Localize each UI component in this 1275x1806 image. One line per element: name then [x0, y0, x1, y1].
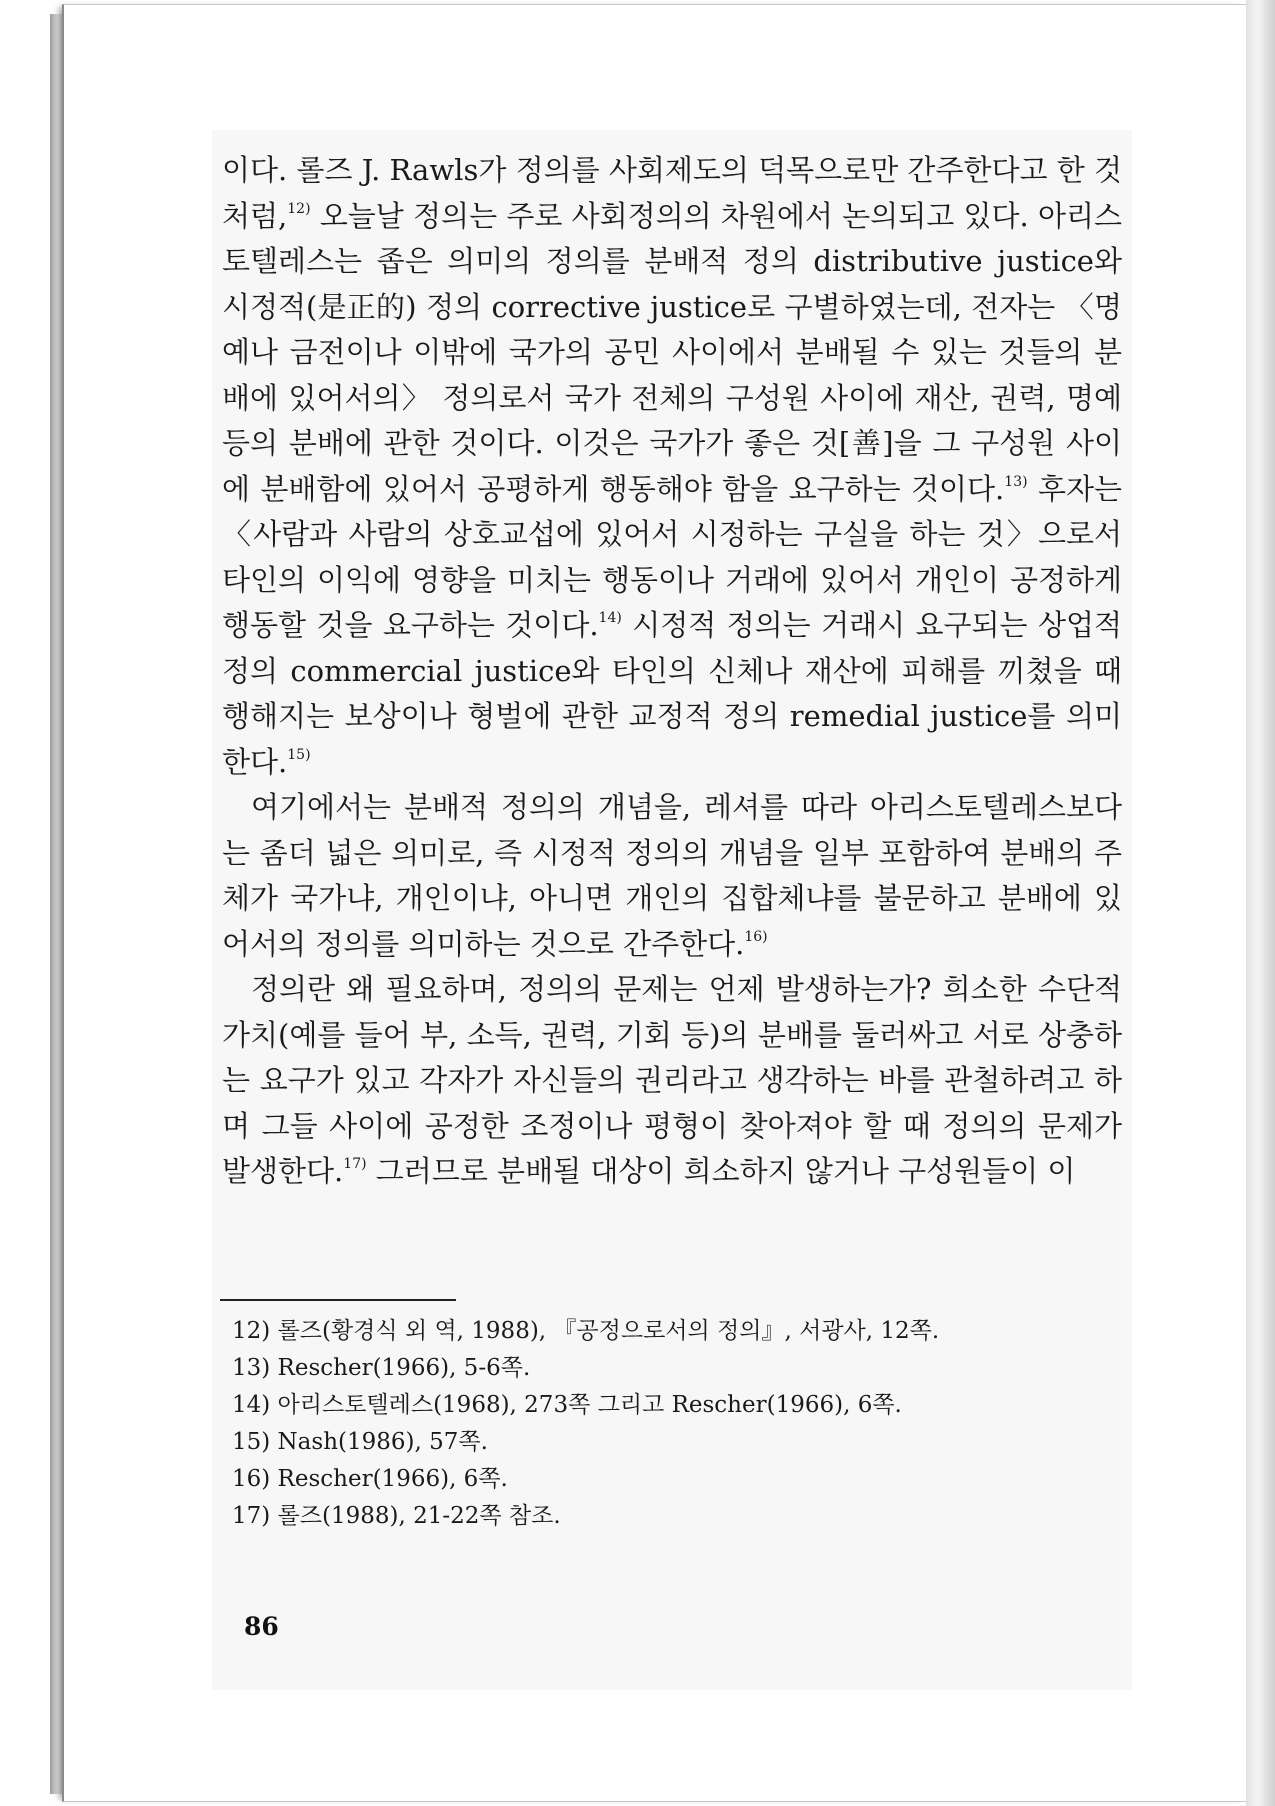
- footnotes: [232, 1313, 1112, 1535]
- footnote-item: 12) 롤즈(황경식 외 역, 1988), 『공정으로서의 정의』, 서광사, 12쪽.: [232, 1318, 940, 1344]
- footnote-ref-16: 16): [744, 928, 768, 945]
- text-segment: 이다. 롤즈 J. Rawls가 정의를 사회제도의 덕목으로만 간주한다고 한 것 처럼,: [222, 153, 1122, 233]
- footnote-divider: [220, 1299, 456, 1301]
- footnote-item: 17) 롤즈(1988), 21-22쪽 참조.: [232, 1503, 561, 1529]
- text-segment: 여기에서는 분배적 정의의 개념을, 레셔를 따라 아리스토텔레스보다는 좀더 넓은 의미로, 즉 시정적 정의의 개념을 일부 포함하여 분배의 주체가 국가냐, 개인이냐, 아니면 개인의 집합체냐를 불문하고 분배에 있어서의 정의를 의미하는 것으로 간주한다.: [222, 790, 1122, 961]
- footnote-item: 14) 아리스토텔레스(1968), 273쪽 그리고 Rescher(1966), 6쪽.: [232, 1392, 902, 1418]
- footnote-ref-17: 17): [343, 1156, 367, 1172]
- footnote-item: 15) Nash(1986), 57쪽.: [232, 1429, 488, 1455]
- footnote-item: 13) Rescher(1966), 5-6쪽.: [232, 1355, 531, 1381]
- text-segment: 시정적 정의는 거래시 요구되는 상업적 정의 commercial justice와 타인의 신체나 재산에 피해를 끼쳤을 때 행해지는 보상이나 형벌에 관한 교정적 정의 remedial justice를 의미한다.: [222, 608, 1122, 779]
- body-text: [222, 148, 1122, 1195]
- text-segment: 정의란 왜 필요하며, 정의의 문제는 언제 발생하는가? 희소한 수단적 가치(예를 들어 부, 소득, 권력, 기회 등)의 분배를 둘러싸고 서로 상충하는 요구가 있고 각자가 자신들의 권리라고 생각하는 바를 관철하려고 하며 그들 사이에 공정한 조정이나 평형이 찾아져야 할 때 정의의 문제가 발생한다.: [222, 972, 1122, 1188]
- footnote-item: 16) Rescher(1966), 6쪽.: [232, 1466, 508, 1492]
- footnote-ref-14: 14): [598, 610, 622, 626]
- footnote-ref-12: 12): [287, 200, 311, 217]
- paragraph-2: [222, 785, 1122, 967]
- footnote-ref-15: 15): [287, 746, 311, 763]
- page-edge: [1246, 0, 1275, 1806]
- text-segment: 후자는 〈사람과 사람의 상호교섭에 있어서 시정하는 구실을 하는 것〉으로서 타인의 이익에 영향을 미치는 행동이나 거래에 있어서 개인이 공정하게 행동할 것을 요구하는 것이다.: [222, 471, 1122, 642]
- paragraph-1: [222, 148, 1122, 785]
- footnote-ref-13: 13): [1004, 473, 1028, 490]
- page-number: 86: [244, 1612, 279, 1641]
- text-segment: 그러므로 분배될 대상이 희소하지 않거나 구성원들이 이: [366, 1154, 1076, 1188]
- text-segment: 오늘날 정의는 주로 사회정의의 차원에서 논의되고 있다. 아리스토텔레스는 좁은 의미의 정의를 분배적 정의 distributive justice와 시정적(是正的) 정의 corrective justice로 구별하였는데, 전자는 〈명예나 금전이나 이밖에 국가의 공민 사이에서 분배될 수 있는 것들의 분배에 있어서의〉 정의로서 국가 전체의 구성원 사이에 재산, 권력, 명예 등의 분배에 관한 것이다. 이것은 국가가 좋은 것[善]을 그 구성원 사이에 분배함에 있어서 공평하게 행동해야 함을 요구하는 것이다.: [222, 198, 1122, 506]
- paragraph-3: [222, 967, 1122, 1195]
